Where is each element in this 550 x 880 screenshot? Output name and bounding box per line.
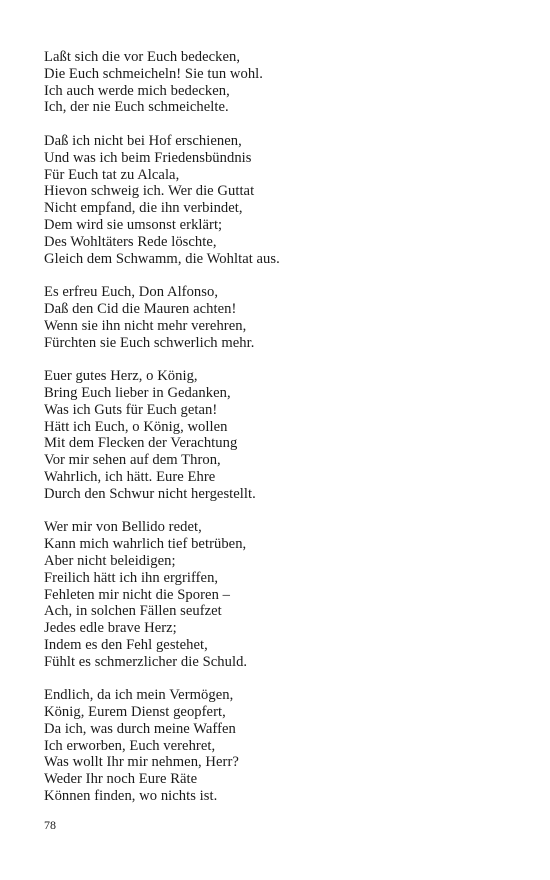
verse-line: König, Eurem Dienst geopfert, — [44, 704, 226, 721]
verse-line: Für Euch tat zu Alcala, — [44, 166, 180, 183]
verse-line: Weder Ihr noch Eure Räte — [44, 771, 198, 788]
stanza-3 — [44, 284, 514, 351]
verse-line: Daß ich nicht bei Hof erschienen, — [44, 132, 242, 149]
verse-line: Jedes edle brave Herz; — [44, 620, 177, 637]
verse-line: Wer mir von Bellido redet, — [44, 519, 202, 536]
verse-line: Endlich, da ich mein Vermögen, — [44, 687, 234, 704]
verse-line: Was wollt Ihr mir nehmen, Herr? — [44, 754, 239, 771]
verse-line: Des Wohltäters Rede löschte, — [44, 233, 217, 250]
stanza-4 — [44, 368, 514, 502]
stanza-6 — [44, 687, 514, 805]
verse-line: Euer gutes Herz, o König, — [44, 368, 198, 385]
verse-line: Fürchten sie Euch schwerlich mehr. — [44, 334, 255, 351]
verse-line: Da ich, was durch meine Waffen — [44, 720, 236, 737]
verse-line: Die Euch schmeicheln! Sie tun wohl. — [44, 65, 263, 82]
verse-line: Dem wird sie umsonst erklärt; — [44, 216, 223, 233]
verse-line: Ich, der nie Euch schmeichelte. — [44, 99, 229, 116]
verse-line: Fehleten mir nicht die Sporen – — [44, 586, 230, 603]
verse-line: Kann mich wahrlich tief betrüben, — [44, 536, 247, 553]
poem-body — [44, 49, 514, 822]
verse-line: Mit dem Flecken der Verachtung — [44, 435, 238, 452]
stanza-2 — [44, 133, 514, 267]
verse-line: Nicht empfand, die ihn verbindet, — [44, 200, 243, 217]
verse-line: Aber nicht beleidigen; — [44, 552, 176, 569]
stanza-1 — [44, 49, 514, 116]
verse-line: Daß den Cid die Mauren achten! — [44, 300, 237, 317]
verse-line: Gleich dem Schwamm, die Wohltat aus. — [44, 250, 280, 267]
verse-line: Und was ich beim Friedensbündnis — [44, 149, 252, 166]
verse-line: Durch den Schwur nicht hergestellt. — [44, 485, 256, 502]
verse-line: Laßt sich die vor Euch bedecken, — [44, 49, 241, 65]
verse-line: Was ich Guts für Euch getan! — [44, 401, 218, 418]
verse-line: Fühlt es schmerzlicher die Schuld. — [44, 653, 248, 670]
verse-line: Vor mir sehen auf dem Thron, — [44, 452, 221, 469]
verse-line: Es erfreu Euch, Don Alfonso, — [44, 284, 219, 301]
stanza-5 — [44, 519, 514, 670]
verse-line: Wahrlich, ich hätt. Eure Ehre — [44, 468, 216, 485]
verse-line: Wenn sie ihn nicht mehr verehren, — [44, 317, 247, 334]
verse-line: Ach, in solchen Fällen seufzet — [44, 603, 222, 620]
verse-line: Bring Euch lieber in Gedanken, — [44, 384, 231, 401]
verse-line: Freilich hätt ich ihn ergriffen, — [44, 569, 219, 586]
verse-line: Indem es den Fehl gestehet, — [44, 636, 208, 653]
verse-line: Hievon schweig ich. Wer die Guttat — [44, 183, 255, 200]
verse-line: Hätt ich Euch, o König, wollen — [44, 418, 228, 435]
verse-line: Können finden, wo nichts ist. — [44, 788, 218, 805]
page-number: 78 — [44, 818, 56, 832]
verse-line: Ich erworben, Euch verehret, — [44, 737, 216, 754]
verse-line: Ich auch werde mich bedecken, — [44, 82, 230, 99]
